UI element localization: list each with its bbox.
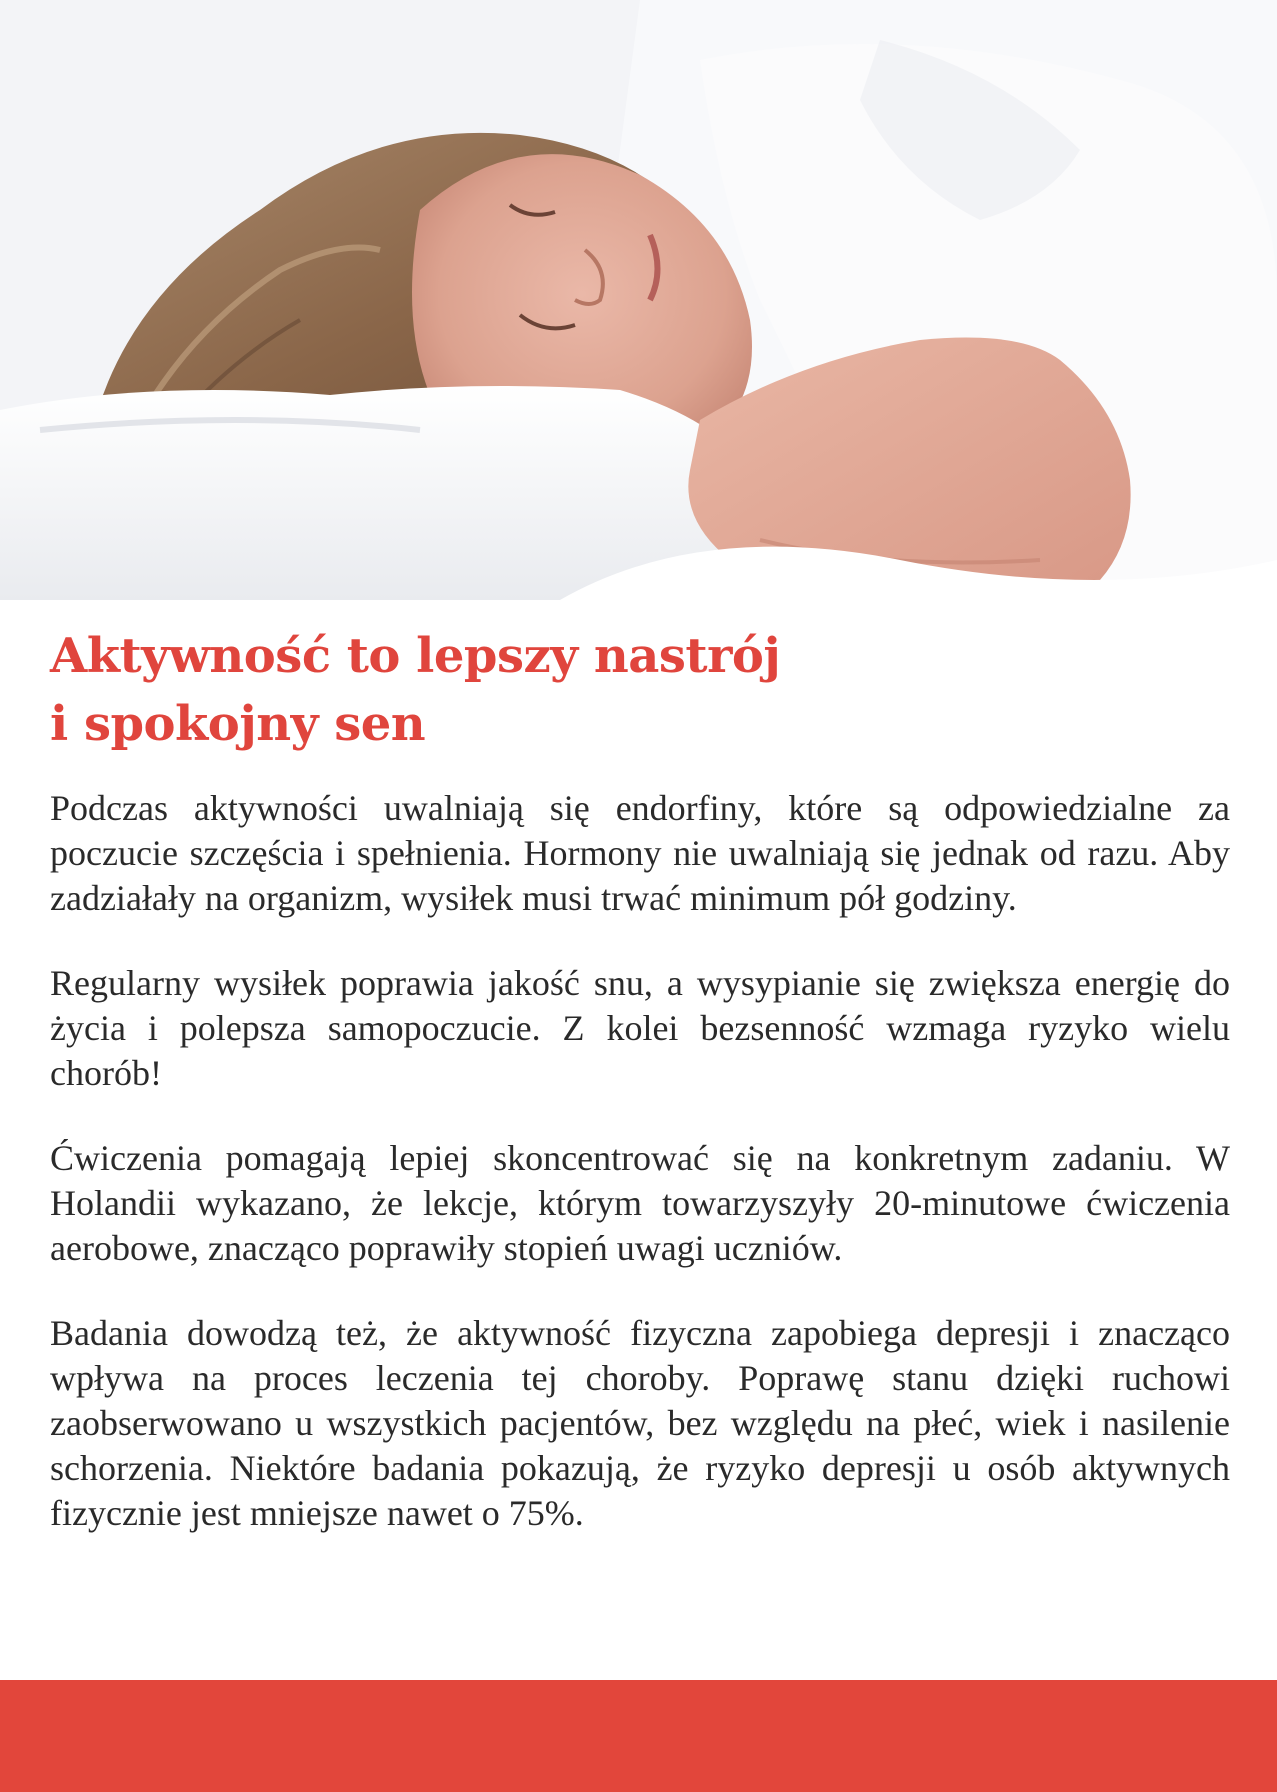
headline-line-2: i spokojny sen [50,696,426,752]
hero-photo [0,0,1277,600]
paragraph-endorphins: Podczas aktywności uwalniają się endorfiny, które są odpowiedzialne za poczucie szczęścia i spełnienia. Hormony nie uwalniają się jednak od razu. Aby zadziałały na organizm, wysiłek musi trwać minimum pół godziny. [50,788,1230,918]
headline-line-1: Aktywność to lepszy nastrój [50,628,781,684]
paragraph-sleep: Regularny wysiłek poprawia jakość snu, a wysypianie się zwiększa energię do życia i polepsza samopoczucie. Z kolei bezsenność wzmaga ryzyko wielu chorób! [50,963,1230,1093]
bottom-color-band [0,1680,1277,1792]
paragraph-concentration: Ćwiczenia pomagają lepiej skoncentrować się na konkretnym zadaniu. W Holandii wykazano, że lekcje, którym towarzyszyły 20-minutowe ćwiczenia aerobowe, znacząco poprawiły stopień uwagi uczniów. [50,1138,1230,1268]
paragraph-depression: Badania dowodzą też, że aktywność fizyczna zapobiega depresji i znacząco wpływa na proces leczenia tej choroby. Poprawę stanu dzięki ruchowi zaobserwowano u wszystkich pacjentów, bez względu na płeć, wiek i nasilenie schorzenia. Niektóre badania pokazują, że ryzyko depresji u osób aktywnych fizycznie jest mniejsze nawet o 75%. [50,1313,1230,1533]
article [50,622,1230,1576]
sleeping-woman-illustration [0,0,1277,600]
headline [50,622,1230,758]
